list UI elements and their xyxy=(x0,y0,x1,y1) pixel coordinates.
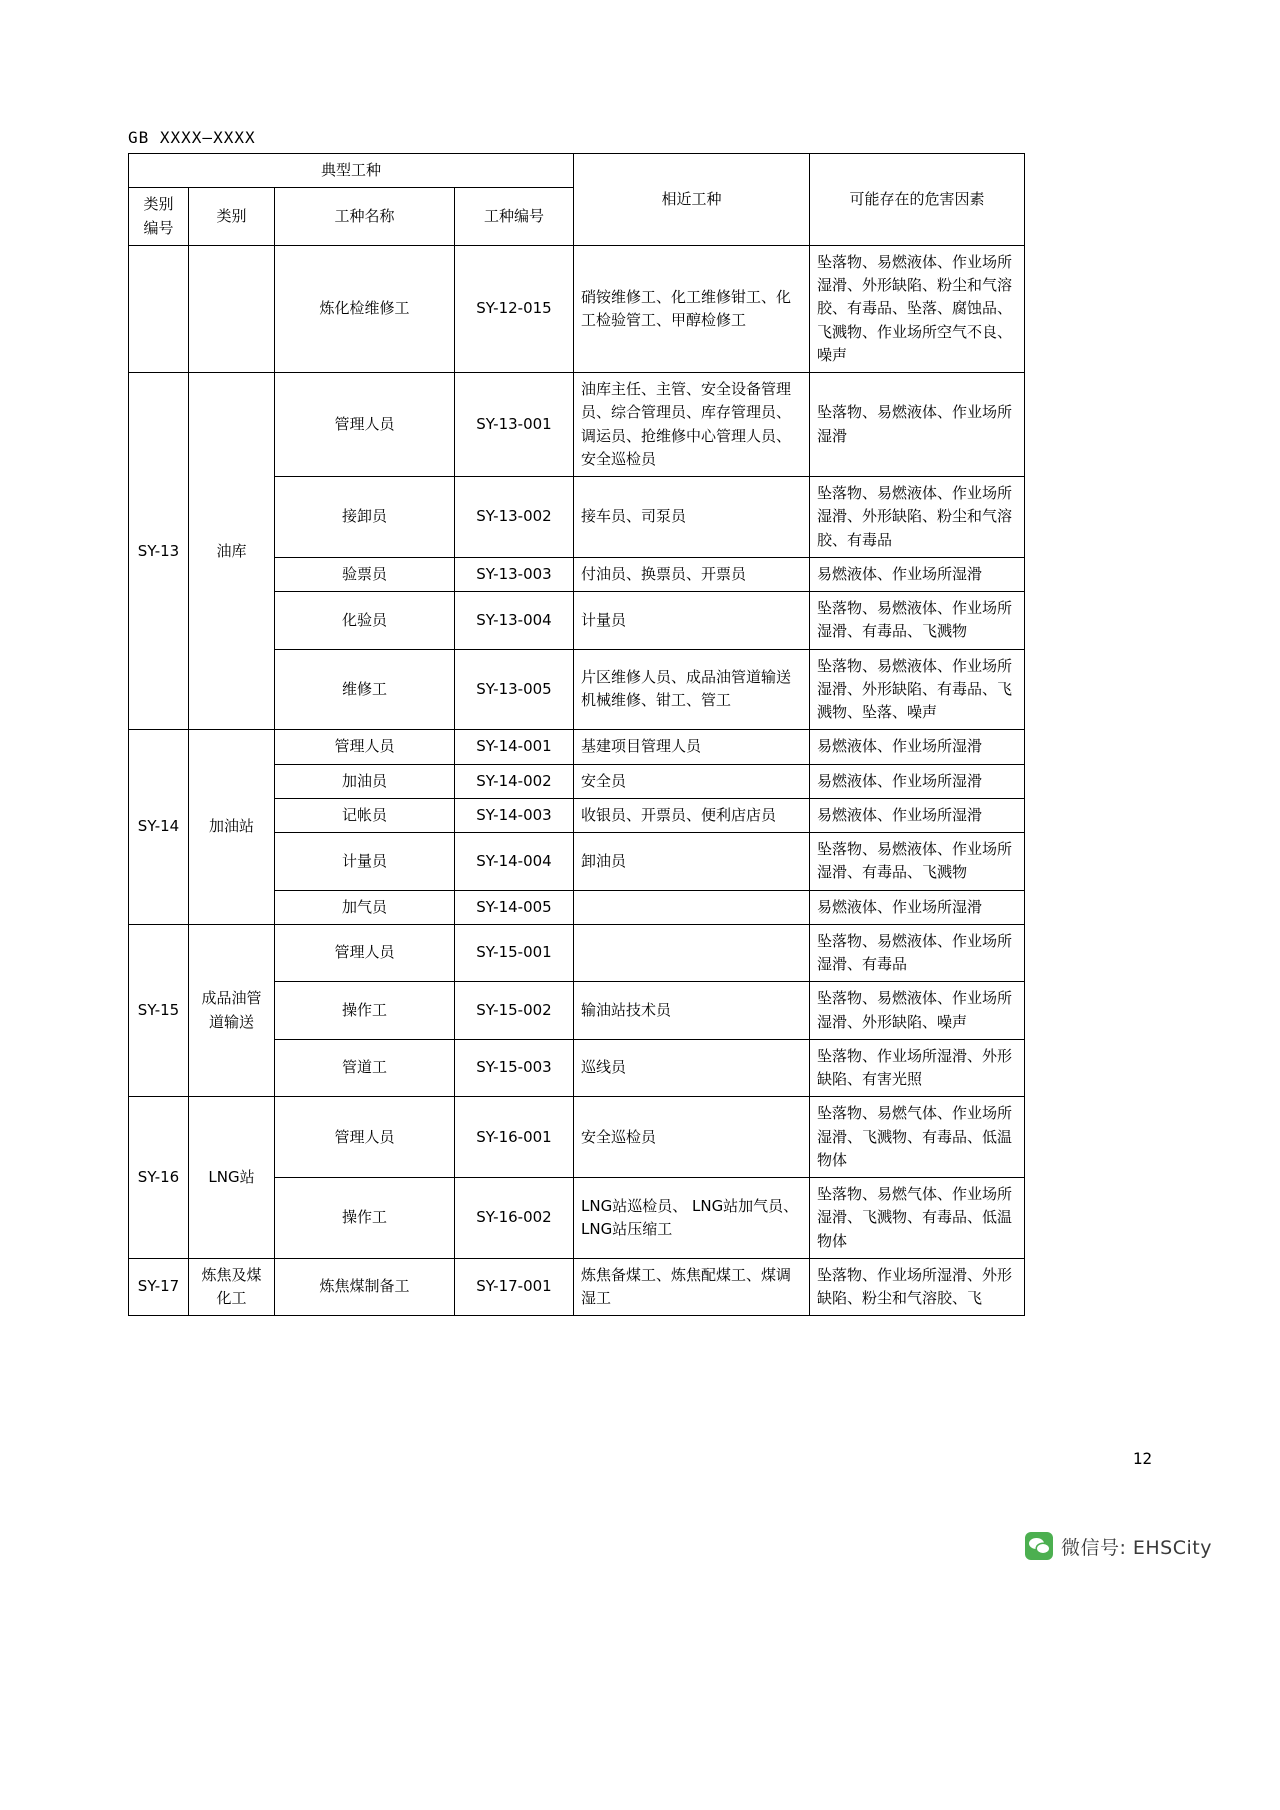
cell-category-code: SY-15 xyxy=(129,924,189,1097)
cell-similar-jobs: LNG站巡检员、 LNG站加气员、 LNG站压缩工 xyxy=(574,1178,810,1259)
cell-category: 炼焦及煤化工 xyxy=(189,1258,275,1316)
page-number: 12 xyxy=(1132,1449,1152,1468)
cell-category xyxy=(189,245,275,372)
cell-job-name: 管理人员 xyxy=(275,924,455,982)
cell-job-name: 炼化检维修工 xyxy=(275,245,455,372)
cell-job-code: SY-15-002 xyxy=(455,982,574,1040)
cell-job-code: SY-13-002 xyxy=(455,477,574,558)
cell-hazards: 坠落物、易燃液体、作业场所湿滑、外形缺陷、有毒品、飞溅物、坠落、噪声 xyxy=(810,649,1025,730)
cell-job-name: 管道工 xyxy=(275,1039,455,1097)
header-typical-job: 典型工种 xyxy=(129,154,574,188)
cell-similar-jobs: 收银员、开票员、便利店店员 xyxy=(574,798,810,832)
table-row xyxy=(129,373,1025,477)
cell-job-code: SY-15-003 xyxy=(455,1039,574,1097)
table-row xyxy=(129,1097,1025,1178)
cell-similar-jobs: 安全巡检员 xyxy=(574,1097,810,1178)
cell-similar-jobs: 计量员 xyxy=(574,592,810,650)
cell-hazards: 易燃液体、作业场所湿滑 xyxy=(810,730,1025,764)
header-hazards: 可能存在的危害因素 xyxy=(810,154,1025,246)
cell-job-name: 管理人员 xyxy=(275,730,455,764)
cell-category-code: SY-16 xyxy=(129,1097,189,1259)
cell-hazards: 坠落物、易燃液体、作业场所湿滑、外形缺陷、噪声 xyxy=(810,982,1025,1040)
cell-category: 油库 xyxy=(189,373,275,730)
wechat-label: 微信号: EHSCity xyxy=(1060,1536,1212,1559)
table-header-row-1 xyxy=(129,154,1025,188)
cell-job-name: 化验员 xyxy=(275,592,455,650)
cell-hazards: 易燃液体、作业场所湿滑 xyxy=(810,798,1025,832)
cell-hazards: 坠落物、易燃气体、作业场所湿滑、飞溅物、有毒品、低温物体 xyxy=(810,1178,1025,1259)
cell-hazards: 坠落物、作业场所湿滑、外形缺陷、有害光照 xyxy=(810,1039,1025,1097)
cell-similar-jobs: 片区维修人员、成品油管道输送机械维修、钳工、管工 xyxy=(574,649,810,730)
cell-similar-jobs: 基建项目管理人员 xyxy=(574,730,810,764)
cell-job-code: SY-14-003 xyxy=(455,798,574,832)
header-job-code: 工种编号 xyxy=(455,188,574,246)
job-category-table xyxy=(128,153,1025,1316)
cell-job-name: 炼焦煤制备工 xyxy=(275,1258,455,1316)
cell-job-code: SY-13-001 xyxy=(455,373,574,477)
table-row xyxy=(129,924,1025,982)
table-row xyxy=(129,730,1025,764)
table-row xyxy=(129,245,1025,372)
cell-hazards: 坠落物、作业场所湿滑、外形缺陷、粉尘和气溶胶、飞 xyxy=(810,1258,1025,1316)
cell-job-name: 加油员 xyxy=(275,764,455,798)
cell-similar-jobs: 接车员、司泵员 xyxy=(574,477,810,558)
cell-hazards: 易燃液体、作业场所湿滑 xyxy=(810,890,1025,924)
document-standard-code: GB XXXX—XXXX xyxy=(128,128,256,147)
cell-hazards: 坠落物、易燃液体、作业场所湿滑 xyxy=(810,373,1025,477)
cell-job-code: SY-12-015 xyxy=(455,245,574,372)
wechat-icon xyxy=(1025,1532,1053,1560)
cell-category: LNG站 xyxy=(189,1097,275,1259)
cell-category: 加油站 xyxy=(189,730,275,925)
cell-hazards: 坠落物、易燃液体、作业场所湿滑、外形缺陷、粉尘和气溶胶、有毒品、坠落、腐蚀品、飞溅物、作业场所空气不良、噪声 xyxy=(810,245,1025,372)
cell-category-code: SY-13 xyxy=(129,373,189,730)
cell-category-code xyxy=(129,245,189,372)
cell-similar-jobs xyxy=(574,924,810,982)
cell-similar-jobs: 炼焦备煤工、炼焦配煤工、煤调湿工 xyxy=(574,1258,810,1316)
cell-category-code: SY-14 xyxy=(129,730,189,925)
cell-job-name: 接卸员 xyxy=(275,477,455,558)
cell-job-code: SY-13-004 xyxy=(455,592,574,650)
header-job-name: 工种名称 xyxy=(275,188,455,246)
header-category-code xyxy=(129,188,189,246)
cell-hazards: 坠落物、易燃液体、作业场所湿滑、有毒品、飞溅物 xyxy=(810,833,1025,891)
table-row xyxy=(129,1258,1025,1316)
header-category-code-line2: 编号 xyxy=(143,218,174,237)
cell-job-code: SY-13-005 xyxy=(455,649,574,730)
cell-category-code: SY-17 xyxy=(129,1258,189,1316)
cell-hazards: 坠落物、易燃液体、作业场所湿滑、外形缺陷、粉尘和气溶胶、有毒品 xyxy=(810,477,1025,558)
cell-job-name: 操作工 xyxy=(275,1178,455,1259)
cell-hazards: 易燃液体、作业场所湿滑 xyxy=(810,764,1025,798)
cell-hazards: 坠落物、易燃气体、作业场所湿滑、飞溅物、有毒品、低温物体 xyxy=(810,1097,1025,1178)
cell-job-code: SY-14-004 xyxy=(455,833,574,891)
cell-similar-jobs: 油库主任、主管、安全设备管理员、综合管理员、库存管理员、调运员、抢维修中心管理人员、安全巡检员 xyxy=(574,373,810,477)
cell-job-code: SY-14-002 xyxy=(455,764,574,798)
cell-job-name: 管理人员 xyxy=(275,1097,455,1178)
cell-similar-jobs: 输油站技术员 xyxy=(574,982,810,1040)
cell-job-code: SY-15-001 xyxy=(455,924,574,982)
header-category-code-line1: 类别 xyxy=(143,195,174,214)
cell-similar-jobs: 付油员、换票员、开票员 xyxy=(574,557,810,591)
cell-hazards: 坠落物、易燃液体、作业场所湿滑、有毒品、飞溅物 xyxy=(810,592,1025,650)
header-category: 类别 xyxy=(189,188,275,246)
cell-job-name: 维修工 xyxy=(275,649,455,730)
cell-job-code: SY-16-001 xyxy=(455,1097,574,1178)
cell-similar-jobs: 巡线员 xyxy=(574,1039,810,1097)
cell-job-name: 计量员 xyxy=(275,833,455,891)
cell-job-code: SY-14-001 xyxy=(455,730,574,764)
cell-category: 成品油管道输送 xyxy=(189,924,275,1097)
header-similar-jobs: 相近工种 xyxy=(574,154,810,246)
cell-job-name: 验票员 xyxy=(275,557,455,591)
cell-job-code: SY-13-003 xyxy=(455,557,574,591)
cell-job-name: 加气员 xyxy=(275,890,455,924)
cell-job-code: SY-14-005 xyxy=(455,890,574,924)
cell-job-name: 管理人员 xyxy=(275,373,455,477)
cell-hazards: 易燃液体、作业场所湿滑 xyxy=(810,557,1025,591)
cell-similar-jobs: 安全员 xyxy=(574,764,810,798)
cell-hazards: 坠落物、易燃液体、作业场所湿滑、有毒品 xyxy=(810,924,1025,982)
cell-job-name: 记帐员 xyxy=(275,798,455,832)
cell-similar-jobs xyxy=(574,890,810,924)
cell-similar-jobs: 硝铵维修工、化工维修钳工、化工检验管工、甲醇检修工 xyxy=(574,245,810,372)
wechat-watermark xyxy=(1017,1527,1222,1565)
cell-similar-jobs: 卸油员 xyxy=(574,833,810,891)
cell-job-code: SY-17-001 xyxy=(455,1258,574,1316)
cell-job-code: SY-16-002 xyxy=(455,1178,574,1259)
cell-job-name: 操作工 xyxy=(275,982,455,1040)
